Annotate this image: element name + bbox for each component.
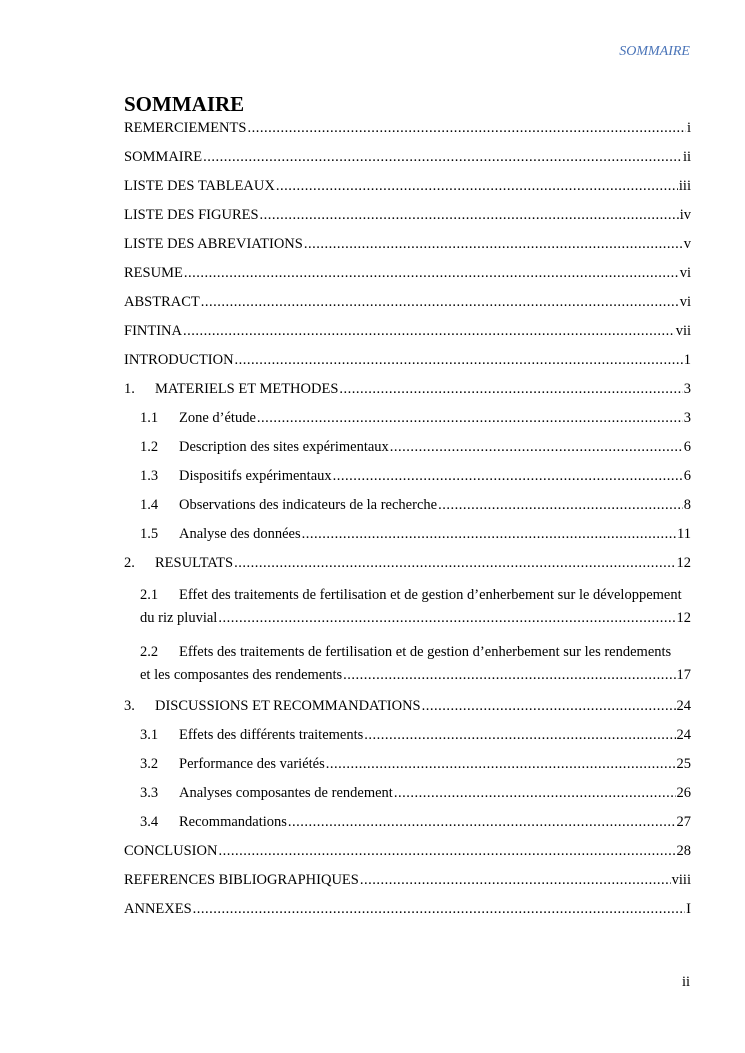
toc-entry-label: Effets des traitements de fertilisation et de gestion d’enherbement sur les rendements bbox=[179, 644, 672, 660]
dot-leader bbox=[364, 727, 675, 744]
toc-section-3-2[interactable] bbox=[124, 756, 691, 785]
toc-section-1-5[interactable] bbox=[124, 526, 691, 555]
toc-section-1-2[interactable] bbox=[124, 439, 691, 468]
toc-entry-number: 3.3 bbox=[140, 785, 159, 801]
toc-section-1-3[interactable] bbox=[124, 468, 691, 497]
toc-entry-label: REFERENCES BIBLIOGRAPHIQUES bbox=[124, 872, 359, 888]
table-of-contents bbox=[124, 120, 691, 930]
toc-entry-number: 1.3 bbox=[140, 468, 159, 484]
page-number: ii bbox=[681, 974, 690, 990]
toc-entry-page: 12 bbox=[676, 555, 691, 571]
dot-leader bbox=[422, 698, 676, 715]
toc-entry-label: REMERCIEMENTS bbox=[124, 120, 247, 136]
dot-leader bbox=[288, 814, 676, 831]
toc-entry-page: 26 bbox=[676, 785, 691, 801]
page-title: SOMMAIRE bbox=[124, 92, 245, 116]
toc-section-3-4[interactable] bbox=[124, 814, 691, 843]
dot-leader bbox=[302, 526, 676, 543]
dot-leader bbox=[438, 497, 683, 514]
dot-leader bbox=[333, 468, 683, 485]
toc-section-3-3[interactable] bbox=[124, 785, 691, 814]
toc-chapter-2[interactable] bbox=[124, 555, 691, 584]
toc-entry-page: 24 bbox=[676, 698, 691, 714]
toc-entry-number: 3.4 bbox=[140, 814, 159, 830]
toc-entry-line1 bbox=[140, 584, 691, 607]
dot-leader bbox=[260, 207, 679, 224]
toc-entry-label: Performance des variétés bbox=[179, 756, 325, 772]
toc-entry-page: 24 bbox=[676, 727, 691, 743]
toc-chapter-1[interactable] bbox=[124, 381, 691, 410]
toc-entry-conclusion[interactable] bbox=[124, 843, 691, 872]
toc-entry-label: MATERIELS ET METHODES bbox=[155, 381, 339, 397]
dot-leader bbox=[235, 352, 683, 369]
toc-entry-page: 8 bbox=[683, 497, 691, 513]
toc-entry-line2 bbox=[140, 664, 691, 687]
toc-entry-page: 12 bbox=[676, 610, 691, 626]
toc-entry-number: 3. bbox=[124, 698, 135, 714]
toc-entry-page: 3 bbox=[683, 381, 691, 397]
toc-section-1-4[interactable] bbox=[124, 497, 691, 526]
toc-entry-sommaire[interactable] bbox=[124, 149, 691, 178]
toc-entry-liste-tableaux[interactable] bbox=[124, 178, 691, 207]
toc-entry-page: 11 bbox=[677, 526, 691, 542]
toc-entry-label: Zone d’étude bbox=[179, 410, 256, 426]
toc-section-3-1[interactable] bbox=[124, 727, 691, 756]
toc-entry-page: 1 bbox=[683, 352, 691, 368]
toc-entry-label: Description des sites expérimentaux bbox=[179, 439, 389, 455]
toc-entry-liste-abreviations[interactable] bbox=[124, 236, 691, 265]
dot-leader bbox=[339, 381, 682, 398]
toc-entry-label: Analyses composantes de rendement bbox=[179, 785, 393, 801]
toc-entry-label: Analyse des données bbox=[179, 526, 301, 542]
toc-entry-number: 1. bbox=[124, 381, 135, 397]
toc-entry-liste-figures[interactable] bbox=[124, 207, 691, 236]
toc-entry-number: 3.1 bbox=[140, 727, 159, 743]
toc-entry-label: Observations des indicateurs de la recherche bbox=[179, 497, 438, 513]
toc-entry-label: Effet des traitements de fertilisation et de gestion d’enherbement sur le développement bbox=[179, 587, 682, 603]
dot-leader bbox=[326, 756, 676, 773]
dot-leader bbox=[390, 439, 683, 456]
toc-entry-abstract[interactable] bbox=[124, 294, 691, 323]
dot-leader bbox=[218, 843, 675, 860]
toc-entry-label: INTRODUCTION bbox=[124, 352, 234, 368]
dot-leader bbox=[304, 236, 683, 253]
toc-entry-label: CONCLUSION bbox=[124, 843, 218, 859]
toc-entry-page: 6 bbox=[683, 439, 691, 455]
dot-leader bbox=[184, 265, 679, 282]
dot-leader bbox=[360, 872, 671, 889]
toc-entry-resume[interactable] bbox=[124, 265, 691, 294]
toc-entry-page: vi bbox=[679, 294, 691, 310]
toc-entry-label: Effets des différents traitements bbox=[179, 727, 364, 743]
toc-entry-label: ANNEXES bbox=[124, 901, 192, 917]
toc-entry-annexes[interactable] bbox=[124, 901, 691, 930]
toc-entry-label: DISCUSSIONS ET RECOMMANDATIONS bbox=[155, 698, 421, 714]
toc-entry-number: 1.4 bbox=[140, 497, 159, 513]
dot-leader bbox=[394, 785, 676, 802]
toc-entry-label: LISTE DES TABLEAUX bbox=[124, 178, 275, 194]
toc-entry-label: LISTE DES FIGURES bbox=[124, 207, 259, 223]
toc-entry-page: 3 bbox=[683, 410, 691, 426]
toc-entry-label: SOMMAIRE bbox=[124, 149, 203, 165]
dot-leader bbox=[257, 410, 683, 427]
toc-entry-number: 2.2 bbox=[140, 644, 159, 660]
toc-entry-page: 6 bbox=[683, 468, 691, 484]
toc-entry-label: LISTE DES ABREVIATIONS bbox=[124, 236, 303, 252]
toc-entry-label-continued: du riz pluvial bbox=[140, 610, 218, 626]
toc-entry-page: vii bbox=[675, 323, 691, 339]
toc-entry-number: 1.5 bbox=[140, 526, 159, 542]
toc-entry-number: 1.1 bbox=[140, 410, 159, 426]
toc-entry-page: ii bbox=[682, 149, 691, 165]
toc-entry-number: 2. bbox=[124, 555, 135, 571]
dot-leader bbox=[234, 555, 675, 572]
toc-entry-number: 2.1 bbox=[140, 587, 159, 603]
toc-entry-fintina[interactable] bbox=[124, 323, 691, 352]
toc-entry-references[interactable] bbox=[124, 872, 691, 901]
toc-chapter-3[interactable] bbox=[124, 698, 691, 727]
toc-entry-page: I bbox=[686, 901, 691, 917]
toc-entry-page: 17 bbox=[676, 667, 691, 683]
running-header: SOMMAIRE bbox=[619, 44, 690, 59]
toc-entry-label: Recommandations bbox=[179, 814, 287, 830]
toc-entry-page: vi bbox=[679, 265, 691, 281]
dot-leader bbox=[218, 607, 675, 630]
toc-entry-label-continued: et les composantes des rendements bbox=[140, 667, 343, 683]
toc-section-1-1[interactable] bbox=[124, 410, 691, 439]
toc-entry-number: 1.2 bbox=[140, 439, 159, 455]
toc-entry-label: RESUME bbox=[124, 265, 183, 281]
toc-entry-remerciements[interactable] bbox=[124, 120, 691, 149]
dot-leader bbox=[183, 323, 675, 340]
toc-entry-page: v bbox=[683, 236, 691, 252]
toc-entry-page: 25 bbox=[676, 756, 691, 772]
dot-leader bbox=[193, 901, 685, 918]
toc-entry-page: viii bbox=[671, 872, 691, 888]
toc-entry-label: Dispositifs expérimentaux bbox=[179, 468, 332, 484]
toc-entry-page: iv bbox=[679, 207, 691, 223]
dot-leader bbox=[276, 178, 678, 195]
dot-leader bbox=[201, 294, 679, 311]
dot-leader bbox=[343, 664, 675, 687]
toc-entry-label: FINTINA bbox=[124, 323, 182, 339]
toc-entry-page: iii bbox=[678, 178, 691, 194]
toc-entry-line2 bbox=[140, 607, 691, 630]
toc-entry-page: i bbox=[686, 120, 691, 136]
toc-entry-page: 27 bbox=[676, 814, 691, 830]
toc-entry-label: ABSTRACT bbox=[124, 294, 200, 310]
toc-section-2-1[interactable] bbox=[124, 584, 691, 635]
dot-leader bbox=[203, 149, 682, 166]
toc-entry-introduction[interactable] bbox=[124, 352, 691, 381]
toc-entry-number: 3.2 bbox=[140, 756, 159, 772]
toc-entry-page: 28 bbox=[676, 843, 691, 859]
toc-entry-label: RESULTATS bbox=[155, 555, 234, 571]
dot-leader bbox=[247, 120, 686, 137]
toc-section-2-2[interactable] bbox=[124, 641, 691, 692]
toc-entry-line1 bbox=[140, 641, 691, 664]
